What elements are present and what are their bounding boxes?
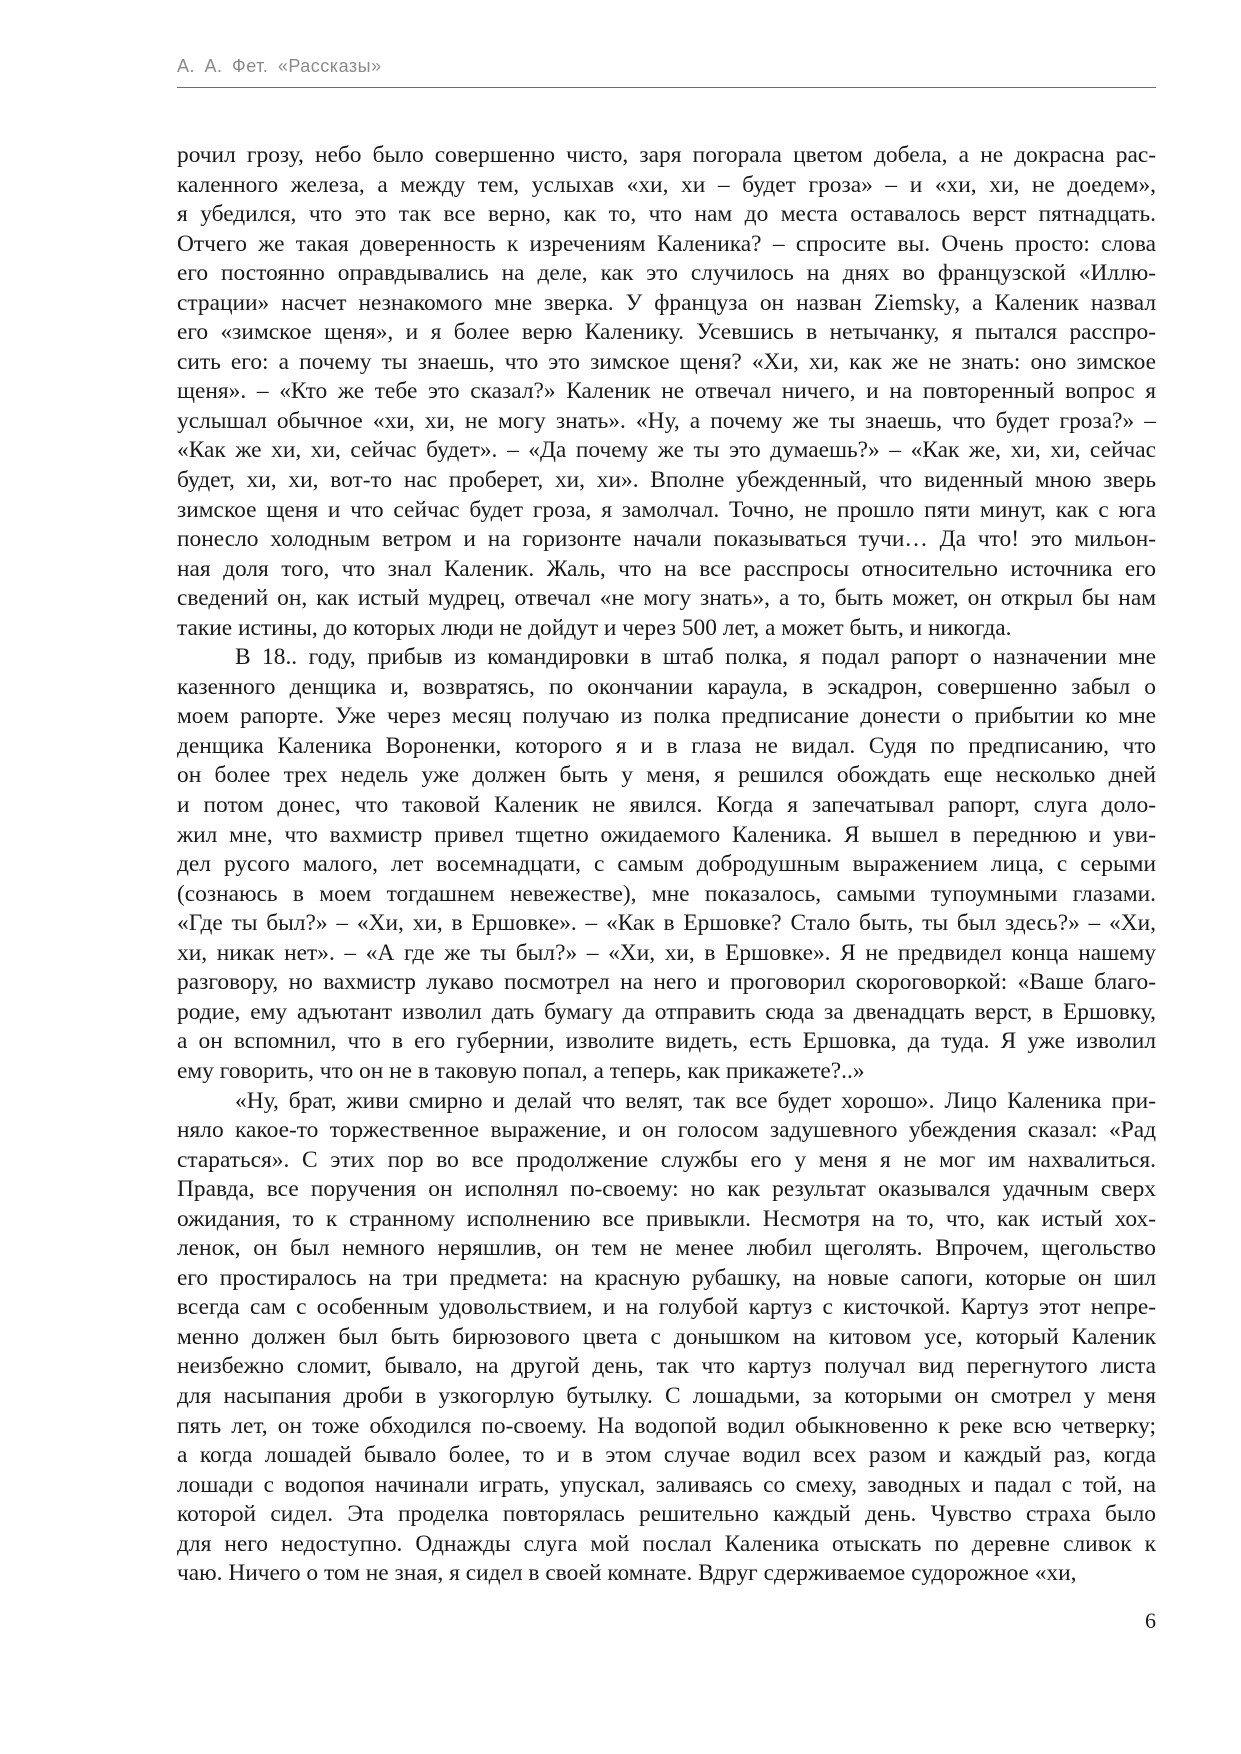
text-line: будет, хи, хи, вот-то нас проберет, хи, хи». Вполне убежденный, что виденный мною зверь <box>177 467 1156 494</box>
text-line: «Ну, брат, живи смирно и делай что велят, так все будет хорошо». Лицо Каленика при- <box>235 1087 1156 1114</box>
text-line: родие, ему адъютант изволил дать бумагу да отправить сюда за двенадцать верст, в Ершовку, <box>177 998 1156 1025</box>
text-line: хи, никак нет». – «А где же ты был?» – «Хи, хи, в Ершовке». Я не предвидел конца нашему <box>177 939 1156 966</box>
text-line: ожидания, то к странному исполнению все привыкли. Несмотря на то, что, как истый хох- <box>177 1205 1156 1232</box>
text-line: няло какое-то торжественное выражение, и он голосом задушевного убеждения сказал: «Рад <box>177 1117 1156 1144</box>
text-line: зимское щеня и что сейчас будет гроза, я замолчал. Точно, не прошло пяти минут, как с юга <box>177 496 1156 523</box>
text-line: В 18.. году, прибыв из командировки в штаб полка, я подал рапорт о назначении мне <box>235 644 1156 671</box>
text-line: ная доля того, что знал Каленик. Жаль, что на все расспросы относительно источника его <box>177 555 1156 582</box>
text-line: для насыпания дроби в узкогорлую бутылку. С лошадьми, за которыми он смотрел у меня <box>177 1382 1156 1409</box>
text-line: для него недоступно. Однажды слуга мой послал Каленика отыскать по деревне сливок к <box>177 1530 1156 1557</box>
text-line: его «зимское щеня», и я более верю Каленику. Усевшись в нетычанку, я пытался расспро- <box>177 319 1156 346</box>
text-line: страции» насчет незнакомого мне зверка. У француза он назван Ziemsky, а Каленик назвал <box>177 289 1156 316</box>
text-line: стараться». С этих пор во все продолжение службы его у меня я не мог им нахвалиться. <box>177 1146 1156 1173</box>
text-line: неизбежно сломит, бывало, на другой день, так что картуз получал вид перегнутого листа <box>177 1353 1156 1380</box>
text-line: менно должен был быть бирюзового цвета с донышком на китовом усе, который Каленик <box>177 1323 1156 1350</box>
text-line: сить его: а почему ты знаешь, что это зимское щеня? «Хи, хи, как же не знать: оно зимское <box>177 348 1156 375</box>
text-line: такие истины, до которых люди не дойдут и через 500 лет, а может быть, и никогда. <box>177 614 1012 641</box>
text-line: дел русого малого, лет восемнадцати, с самым добродушным выражением лица, с серыми <box>177 851 1156 878</box>
text-line: всегда сам с особенным удовольствием, и на голубой картуз с кисточкой. Картуз этот непре- <box>177 1294 1156 1321</box>
text-line: чаю. Ничего о том не зная, я сидел в своей комнате. Вдруг сдерживаемое судорожное «хи, <box>177 1560 1077 1587</box>
text-line: рочил грозу, небо было совершенно чисто, заря погорала цветом добела, а не докрасна рас- <box>177 142 1156 168</box>
page-number: 6 <box>1145 1608 1156 1633</box>
body-text <box>177 141 1156 1589</box>
text-line: сведений он, как истый мудрец, отвечал «не могу знать», а то, быть может, он открыл бы нам <box>177 585 1156 612</box>
text-line: он более трех недель уже должен быть у меня, я решился обождать еще несколько дней <box>177 762 1156 789</box>
text-line: а когда лошадей бывало более, то и в этом случае водил всех разом и каждый раз, когда <box>177 1442 1156 1469</box>
text-line: Отчего же такая доверенность к изречениям Каленика? – спросите вы. Очень просто: слова <box>177 230 1156 257</box>
text-line: жил мне, что вахмистр привел тщетно ожидаемого Каленика. Я вышел в переднюю и уви- <box>177 821 1156 848</box>
text-line: денщика Каленика Вороненки, которого я и в глаза не видал. Судя по предписанию, что <box>177 732 1156 759</box>
text-line: моем рапорте. Уже через месяц получаю из полка предписание донести о прибытии ко мне <box>177 703 1156 730</box>
text-line: «Как же хи, хи, сейчас будет». – «Да почему же ты это думаешь?» – «Как же, хи, хи, сейчас <box>177 437 1156 464</box>
text-line: пять лет, он тоже обходился по-своему. На водопой водил обыкновенно к реке всю четверку; <box>177 1412 1156 1439</box>
running-header: А. А. Фет. «Рассказы» <box>177 56 382 76</box>
text-line: а он вспомнил, что в его губернии, изволите видеть, есть Ершовка, да туда. Я уже изволил <box>177 1028 1156 1055</box>
text-line: ленок, он был немного неряшлив, он тем не менее любил щеголять. Впрочем, щегольство <box>177 1235 1156 1262</box>
text-line: услышал обычное «хи, хи, не могу знать». «Ну, а почему же ты знаешь, что будет гроза?» – <box>177 407 1156 434</box>
text-line: я убедился, что это так все верно, как то, что нам до места оставалось верст пятнадцать. <box>177 201 1156 228</box>
text-line: казенного денщика и, возвратясь, по окончании караула, в эскадрон, совершенно забыл о <box>177 673 1156 700</box>
text-line: разговору, но вахмистр лукаво посмотрел на него и проговорил скороговоркой: «Ваше благо- <box>177 969 1156 996</box>
text-line: ему говорить, что он не в таковую попал, а теперь, как прикажете?..» <box>177 1057 865 1084</box>
text-line: (сознаюсь в моем тогдашнем невежестве), мне показалось, самыми тупоумными глазами. <box>177 880 1156 907</box>
text-line: Правда, все поручения он исполнял по-своему: но как результат оказывался удачным сверх <box>177 1176 1156 1203</box>
text-line: «Где ты был?» – «Хи, хи, в Ершовке». – «Как в Ершовке? Стало быть, ты был здесь?» – «Хи, <box>177 910 1156 937</box>
header-rule <box>177 87 1156 88</box>
text-line: и потом донес, что таковой Каленик не явился. Когда я запечатывал рапорт, слуга доло- <box>177 792 1156 819</box>
text-line: понесло холодным ветром и на горизонте начали показываться тучи… Да что! это мильон- <box>177 526 1156 553</box>
text-line: лошади с водопоя начинали играть, упускал, заливаясь со смеху, заводных и падал с той, на <box>177 1471 1156 1498</box>
text-line: его простиралось на три предмета: на красную рубашку, на новые сапоги, которые он шил <box>177 1264 1156 1291</box>
text-line: его постоянно оправдывались на деле, как это случилось на днях во французской «Иллю- <box>177 260 1156 287</box>
text-line: щеня». – «Кто же тебе это сказал?» Каленик не отвечал ничего, и на повторенный вопрос я <box>177 378 1156 405</box>
text-line: каленного железа, а между тем, услыхав «хи, хи – будет гроза» – и «хи, хи, не доедем», <box>177 171 1156 198</box>
text-line: которой сидел. Эта проделка повторялась решительно каждый день. Чувство страха было <box>177 1501 1156 1528</box>
